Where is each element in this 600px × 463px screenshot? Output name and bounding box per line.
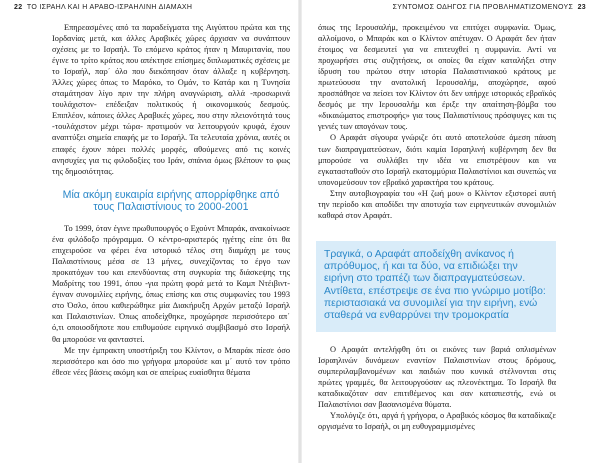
left-page [0, 0, 290, 463]
paragraph: όπως της Ιερουσαλήμ, προκειμένου να επιτύχει συμφωνία. Όμως, αλλοίμονο, ο Μπαράκ και ο Κλίντον απέτυχαν. Ο Αραφάτ δεν ήταν έτοιμος να δεσμευτεί για να επιτευχθεί η συμφωνία. Αντί να προχωρήσει στις συζητήσεις, οι οποίες θα είχαν καταλήξει στην ίδρυση του πρώτου στην ιστορία Παλαιστινιακού κράτους με πρωτεύουσα την ανατολική Ιερουσαλήμ, αποχώρησε, αφού προσπάθησε να πείσει τον Κλίντον ότι δεν υπήρχε ιστορικός εβραϊκός δεσμός με την Ιερουσαλήμ και έριξε την απαίτηση-βόμβα του «δικαιώματος επιστροφής» για τους Παλαιστίνιους πρόσφυγες και τις γενιές των απογόνων τους. [318, 23, 556, 132]
section-title: Μία ακόμη ευκαιρία ειρήνης απορρίφθηκε από τους Παλαιστίνιους το 2000-2001 [62, 188, 280, 213]
left-page-body [52, 22, 290, 460]
paragraph: Στην αυτοβιογραφία του «Η ζωή μου» ο Κλίντον εξιστορεί αυτή την περίοδο και αποδίδει την αποτυχία των ειρηνευτικών συνομιλιών καθαρά στον Αραφάτ. [318, 188, 556, 220]
left-page-number: 22 [14, 4, 23, 11]
right-running-head: ΣΥΝΤΟΜΟΣ ΟΔΗΓΟΣ ΓΙΑ ΠΡΟΒΛΗΜΑΤΙΖΟΜΕΝΟΥΣ [392, 4, 574, 11]
spine-gutter [298, 0, 302, 463]
paragraph: Υπολόγιζε ότι, αργά ή γρήγορα, ο Αραβικός κόσμος θα καταδίκαζε οργισμένα το Ισραήλ, οι μη ευθυγραμμισμένες [318, 410, 556, 431]
right-page-body [318, 22, 556, 460]
left-running-header [14, 4, 192, 11]
right-page-number: 23 [577, 4, 586, 11]
paragraph: Το 1999, όταν έγινε πρωθυπουργός ο Εχούντ Μπαράκ, ανακοίνωσε ένα φιλόδοξο πρόγραμμα. Ο κέντρο-αριστερός ηγέτης είπε ότι θα επιχειρούσε να φέρει ένα ιστορικό τέλος στη διαμάχη με τους Παλαιστίνιους μέσα σε 13 μήνες, συνεχίζοντας το έργο των προκατόχων του και επενδύοντας στη συγκυρία της διάσκεψης της Μαδρίτης του 1991, όπου -για πρώτη φορά μετά το Καμπ Ντέιβιντ- έγιναν συνομιλίες ειρήνης, όπως επίσης και στις συμφωνίες του 1993 στο Όσλο, όπου καθιερώθηκε μία Διακήρυξη Αρχών μεταξύ Ισραήλ και Παλαιστινίων. Όπως αποδείχθηκε, προχώρησε περισσότερο απ΄ ό,τι οποιοσδήποτε που επιθυμούσε ειρηνικό συμβιβασμό στο Ισραήλ θα μπορούσε να φανταστεί. [52, 224, 290, 344]
paragraph: Με την έμπρακτη υποστήριξη του Κλίντον, ο Μπαράκ πίεσε όσο περισσότερο και όσο πιο γρήγορα μπορούσε και μ΄ αυτό τον τρόπο έθεσε νέες βάσεις ακόμη και σε απείρως ευαίσθητα θέματα [52, 345, 290, 377]
paragraph: Ο Αραφάτ αντελήφθη ότι οι εικόνες των βαριά οπλισμένων Ισραηλινών δυνάμεων εναντίον Παλαιστινίων στους δρόμους, συμπεριλαμβανομένων και παιδιών που κυνικά στέλνονται στις πρώτες γραμμές, θα λειτουργούσαν ως πλεονέκτημα. Το Ισραήλ θα καταδικαζόταν σαν επιτιθέμενος και σαν καταπιεστής, ενώ οι Παλαιστίνιοι σαν βασανισμένα θύματα. [318, 344, 556, 409]
left-running-head: ΤΟ ΙΣΡΑΗΛ ΚΑΙ Η ΑΡΑΒΟ-ΙΣΡΑΗΛΙΝΗ ΔΙΑΜΑΧΗ [26, 4, 193, 11]
right-page [310, 0, 600, 463]
paragraph: Επηρεασμένες από τα παραδείγματα της Αιγύπτου πρώτα και της Ιορδανίας μετά, και άλλες Αραβικές χώρες άρχισαν να συνάπτουν σχέσεις με το Ισραήλ. Το επόμενο κράτος ήταν η Μαυριτανία, που έγινε το τρίτο κράτος που απέκτησε επίσημες διπλωματικές σχέσεις με το Ισραήλ, παρ΄ όλο που διεκόπησαν όταν άλλαξε η κυβέρνηση. Άλλες χώρες όπως το Μαρόκο, το Ομάν, το Κατάρ και η Τυνησία σταμάτησαν λίγο πριν την πλήρη αναγνώριση, αλλά -προσωρινά τουλάχιστον- επέδειξαν πολιτικούς ή οικονομικούς δεσμούς. Επιπλέον, κάποιες άλλες Αραβικές χώρες, που στην πλειονότητά τους -τουλάχιστον μέχρι τώρα- προτιμούν να λειτουργούν κρυφά, έχουν αναπτύξει σημεία επαφής με το Ισραήλ. Τα τελευταία χρόνια, αυτές οι επαφές έχουν πάρει πολλές μορφές, αθούμενες από τις κοινές ανησυχίες για τις φιλοδοξίες του Ιράν, σπάνια όμως βλέπουν το φως της δημοσιότητας. [52, 23, 290, 176]
paragraph: Ο Αραφάτ σίγουρα γνώριζε ότι αυτό αποτελούσε άμεση πάυση των διαπραγματεύσεων, διότι καμία Ισραηλινή κυβέρνηση δεν θα μπορούσε να συλλάβει την ιδέα να επιστρέψουν και να εγκατασταθούν στο Ισραήλ εκατομμύρια Παλαιστίνιοι και συνεπώς να υπονομεύσουν τον εβραϊκό χαρακτήρα του κράτους. [318, 133, 556, 187]
right-running-header [393, 4, 586, 11]
pull-quote-callout: Τραγικά, ο Αραφάτ αποδείχθη ανίκανος ή απρόθυμος, ή και τα δύο, να επιδιώξει την ειρήνη στο τραπέζι των διαπραγματεύσεων. Αντίθετα, επέστρεψε σε ένα πιο γνώριμο μοτίβο: περιστασιακά να συνομιλεί για την ειρήνη, ενώ σταθερά να ενθαρρύνει την τρομοκρατία [316, 241, 556, 332]
